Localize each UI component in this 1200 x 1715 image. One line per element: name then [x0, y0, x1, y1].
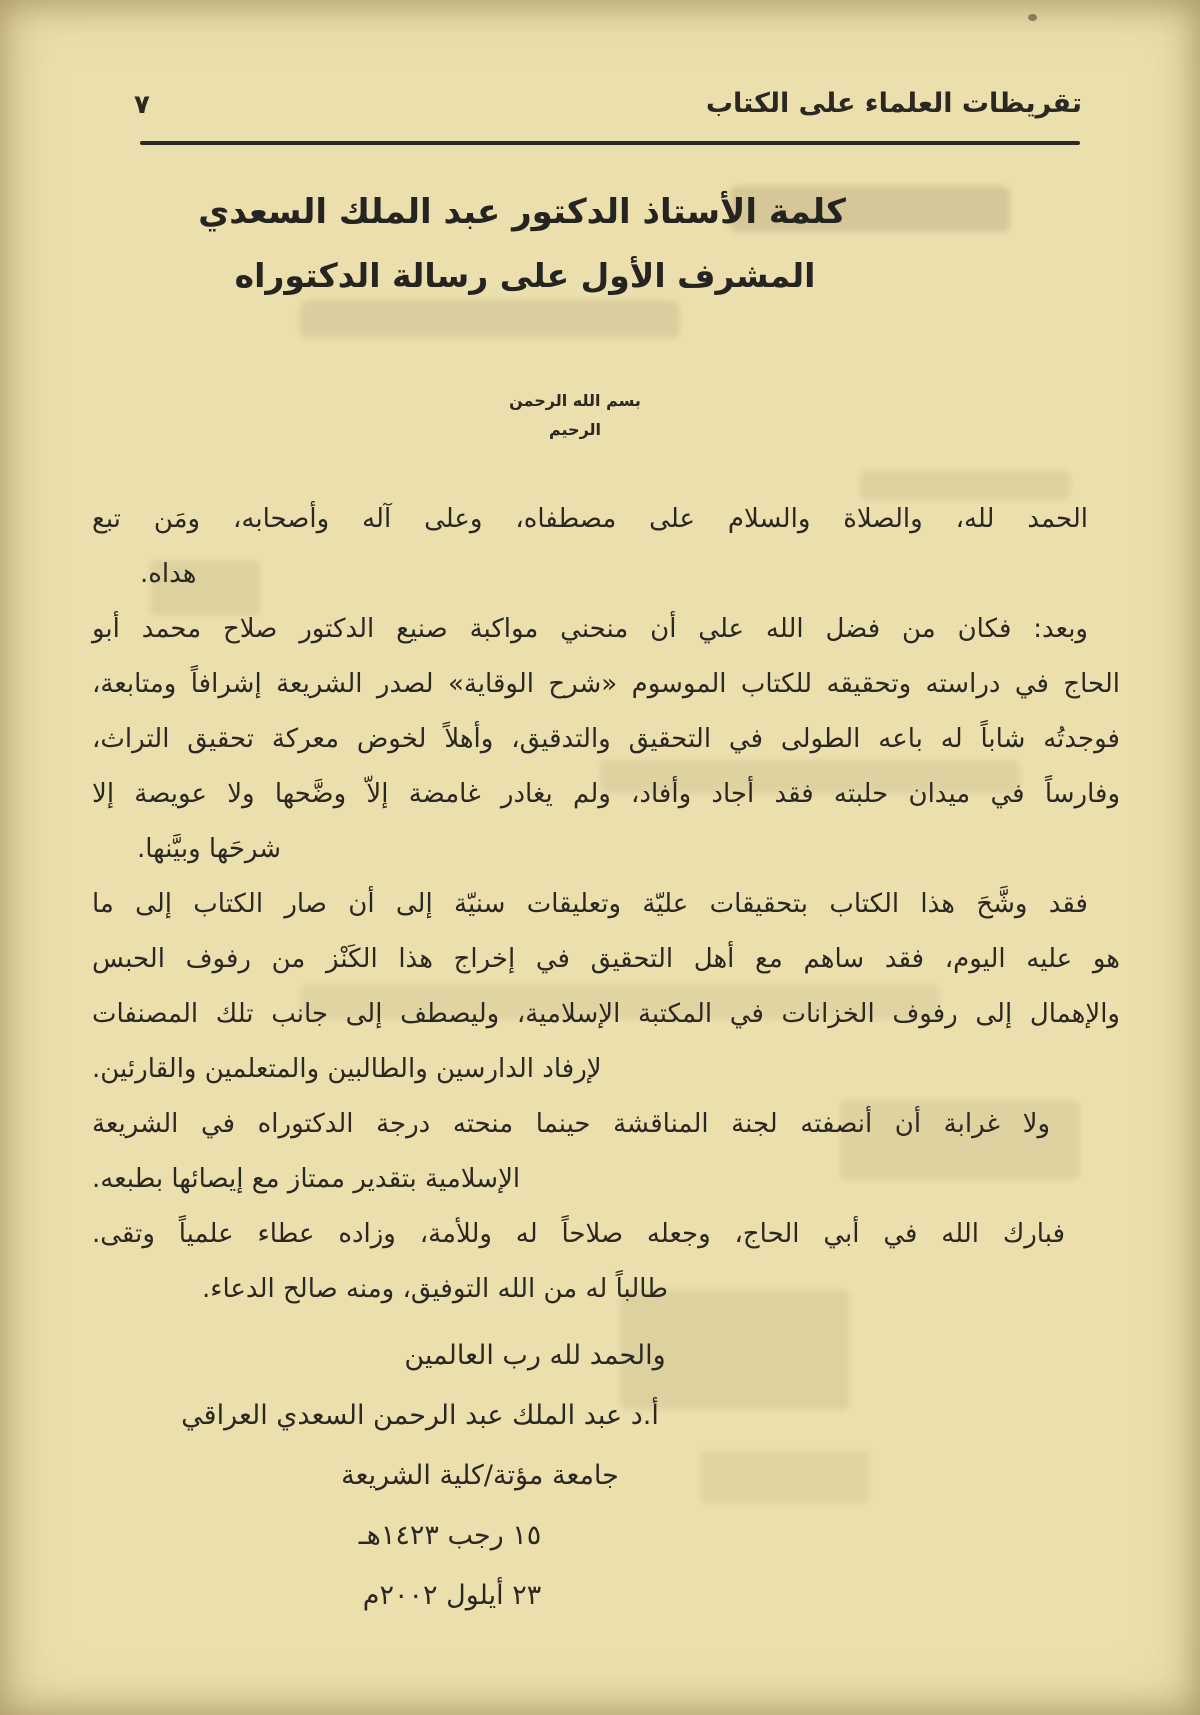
signature-block — [181, 1326, 780, 1626]
body-line: لإرفاد الدارسين والطالبين والمتعلمين والقارئين. — [92, 1054, 602, 1084]
page-number: ٧ — [134, 90, 150, 120]
scan-speck — [1028, 14, 1037, 21]
body-line: فقد وشَّحَ هذا الكتاب بتحقيقات عليّة وتعليقات سنيّة إلى أن صار الكتاب إلى ما — [92, 889, 1088, 919]
bleed-through-ghost — [300, 300, 680, 338]
signature-line: جامعة مؤتة/كلية الشريعة — [341, 1460, 619, 1491]
basmala-calligraphy: بسم الله الرحمن الرحيم — [509, 391, 641, 439]
body-line: الإسلامية بتقدير ممتاز مع إيصائها بطبعه. — [92, 1164, 521, 1194]
body-line: طالباً له من الله التوفيق، ومنه صالح الدعاء. — [202, 1274, 668, 1304]
body-line: هداه. — [140, 559, 197, 589]
body-line: هو عليه اليوم، فقد ساهم مع أهل التحقيق في إخراج هذا الكَنْز من رفوف الحبس — [92, 944, 1120, 974]
chapter-title-line1: كلمة الأستاذ الدكتور عبد الملك السعدي — [198, 192, 846, 232]
header-rule — [140, 141, 1080, 145]
body-line: وبعد: فكان من فضل الله علي أن منحني مواكبة صنيع الدكتور صلاح محمد أبو — [92, 614, 1088, 644]
running-header-title: تقريظات العلماء على الكتاب — [705, 88, 1082, 119]
body-line: والإهمال إلى رفوف الخزانات في المكتبة الإسلامية، وليصطف إلى جانب تلك المصنفات — [92, 999, 1120, 1029]
body-line: ولا غرابة أن أنصفته لجنة المناقشة حينما منحته درجة الدكتوراه في الشريعة — [92, 1109, 1050, 1139]
signature-line: أ.د عبد الملك عبد الرحمن السعدي العراقي — [181, 1400, 659, 1431]
body-line: فوجدتُه شاباً له باعه الطولى في التحقيق والتدقيق، وأهلاً لخوض معركة تحقيق التراث، — [92, 724, 1120, 754]
signature-line: والحمد لله رب العالمين — [404, 1340, 666, 1371]
body-text — [92, 492, 1120, 1317]
chapter-title-line2: المشرف الأول على رسالة الدكتوراه — [234, 256, 816, 295]
signature-line: ٢٣ أيلول ٢٠٠٢م — [362, 1580, 542, 1611]
body-line: فبارك الله في أبي الحاج، وجعله صلاحاً له وللأمة، وزاده عطاء علمياً وتقى. — [92, 1219, 1065, 1249]
body-line: شرحَها وبيَّنها. — [137, 834, 282, 864]
chapter-title-block — [0, 192, 1200, 295]
body-line: الحمد لله، والصلاة والسلام على مصطفاه، وعلى آله وأصحابه، ومَن تبع — [92, 504, 1088, 534]
body-line: وفارساً في ميدان حلبته فقد أجاد وأفاد، ولم يغادر غامضة إلاّ وضَّحها ولا عويصة إلا — [92, 779, 1120, 809]
signature-line: ١٥ رجب ١٤٢٣هـ — [358, 1520, 542, 1551]
body-line: الحاج في دراسته وتحقيقه للكتاب الموسوم «شرح الوقاية» لصدر الشريعة إشرافاً ومتابعة، — [92, 669, 1120, 699]
